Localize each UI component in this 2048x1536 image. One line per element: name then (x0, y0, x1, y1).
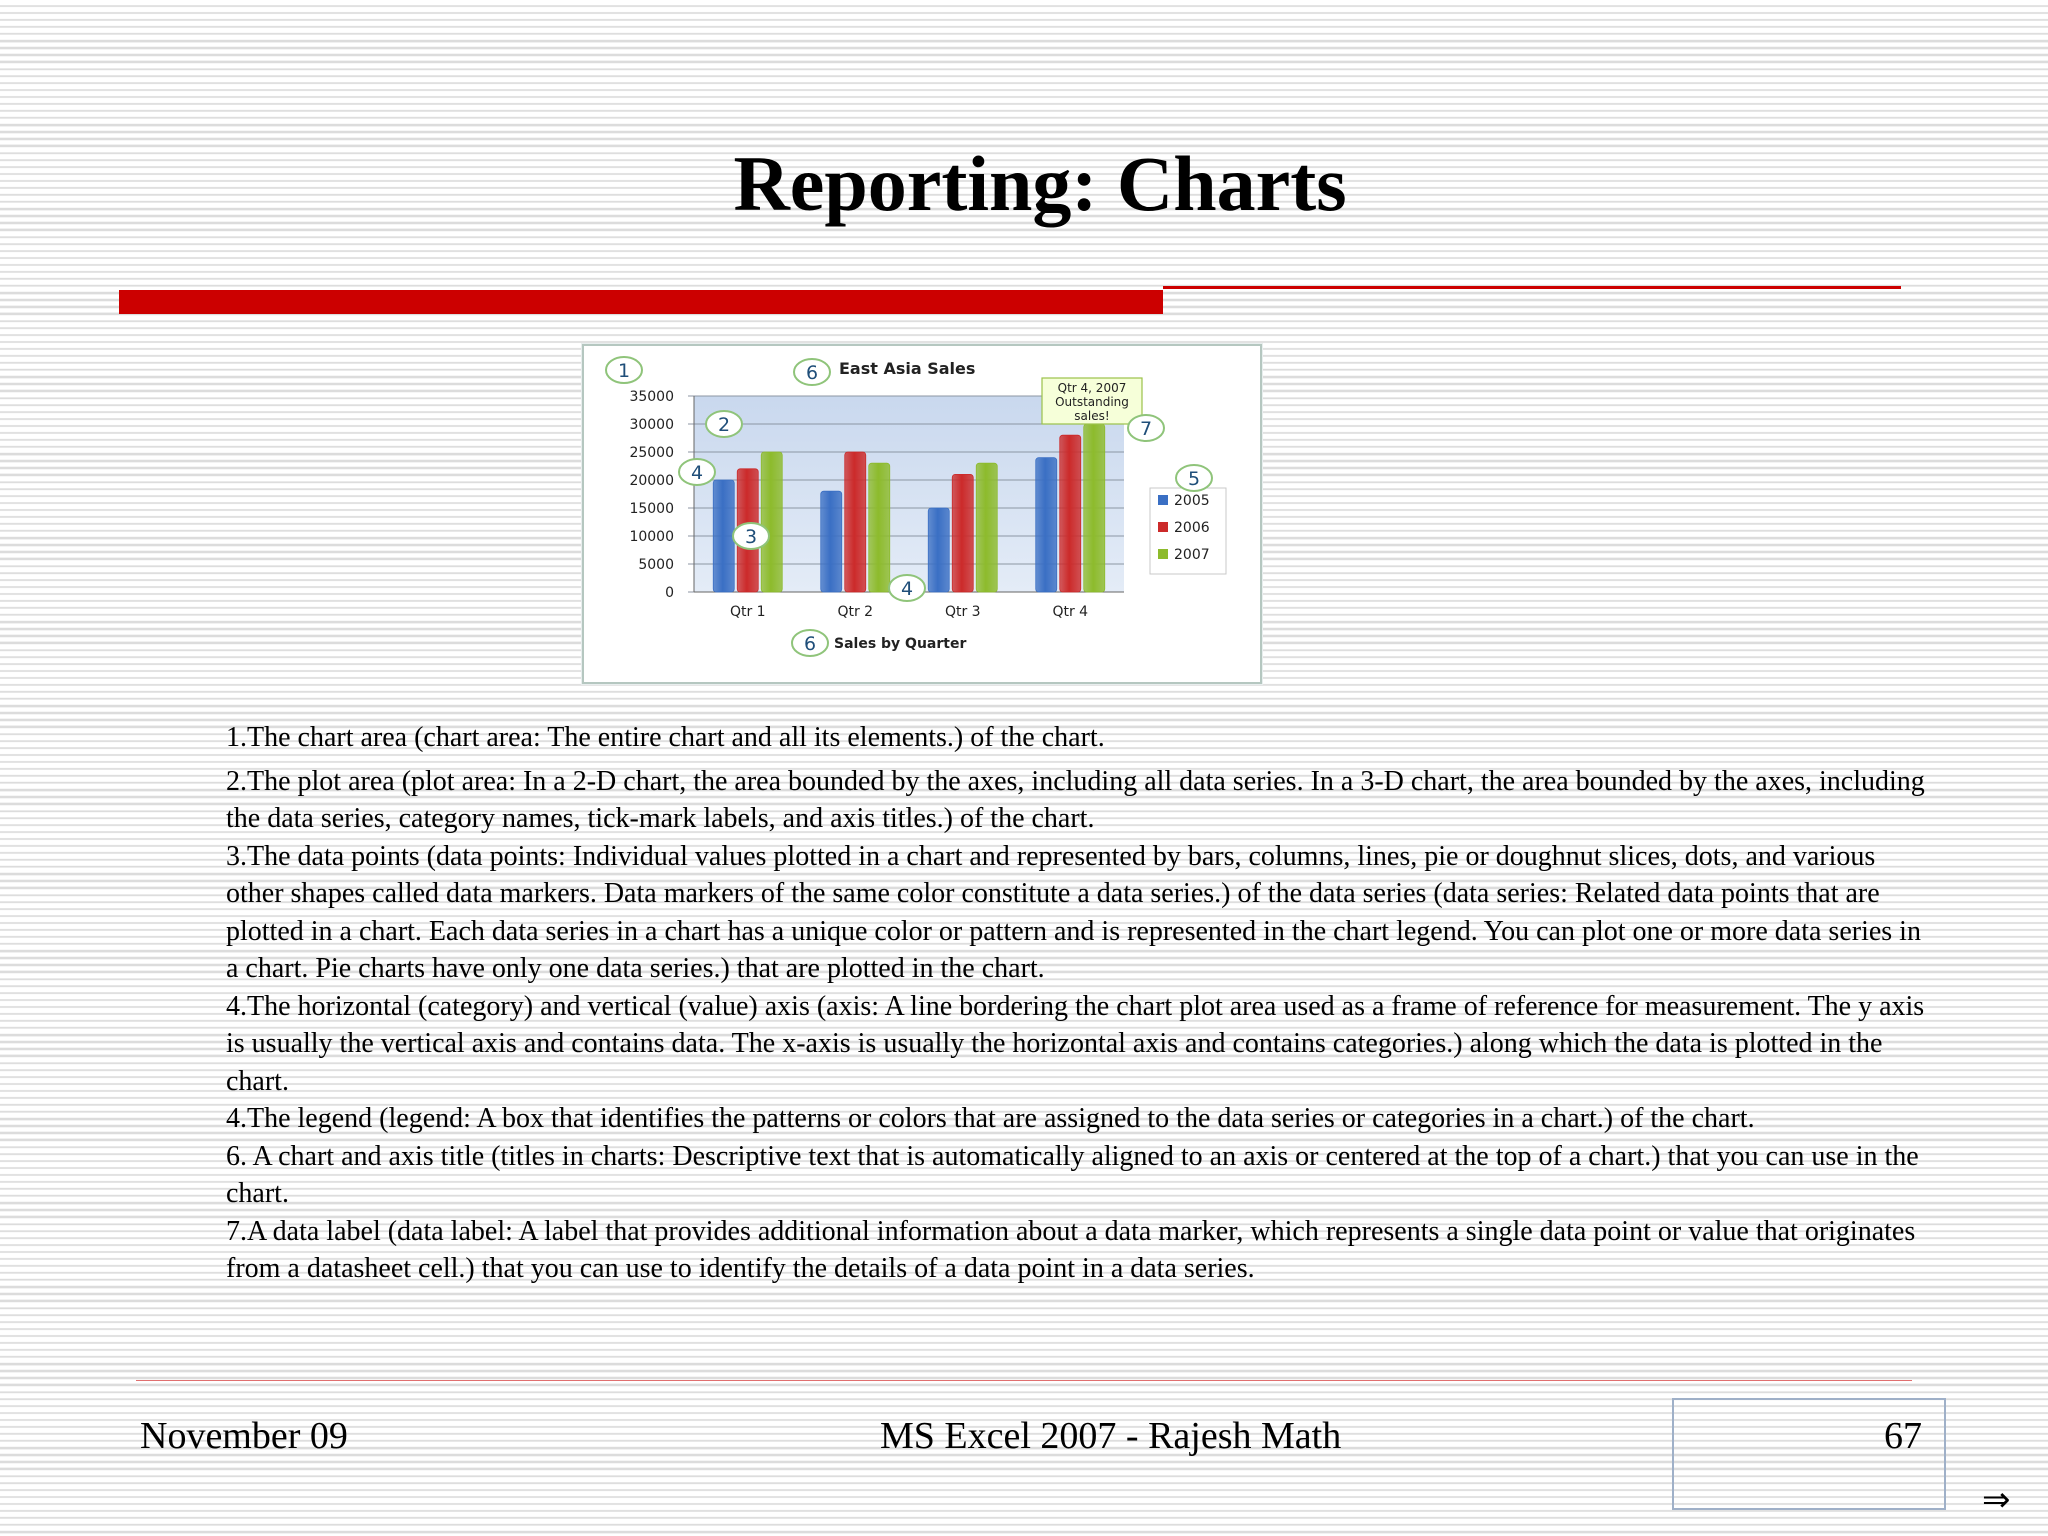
footer-date: November 09 (140, 1415, 348, 1457)
legend-label-2006: 2006 (1174, 520, 1210, 536)
callout-number: 2 (717, 414, 731, 436)
callout-number: 4 (900, 578, 914, 600)
y-tick-label: 10000 (629, 529, 674, 545)
x-tick-label: Qtr 4 (1052, 604, 1089, 620)
bar-2005-qtr-4 (1036, 458, 1057, 592)
y-tick-label: 20000 (629, 473, 674, 489)
x-axis-title: Sales by Quarter (834, 636, 967, 652)
bar-2007-qtr-4 (1084, 424, 1105, 592)
callout-number: 7 (1139, 418, 1153, 440)
bar-2005-qtr-3 (928, 508, 949, 592)
bar-2007-qtr-2 (869, 463, 890, 592)
page-number: 67 (1884, 1415, 1922, 1457)
description (226, 719, 1926, 1288)
x-tick-label: Qtr 2 (837, 604, 874, 620)
chart-title: East Asia Sales (839, 359, 976, 378)
chart-svg (584, 346, 1260, 682)
bar-2005-qtr-1 (713, 480, 734, 592)
y-tick-label: 15000 (629, 501, 674, 517)
y-tick-label: 35000 (629, 389, 674, 405)
bar-2006-qtr-3 (952, 474, 973, 592)
legend-swatch-2006 (1158, 522, 1168, 532)
legend-swatch-2007 (1158, 549, 1168, 559)
description-item-7: 7.A data label (data label: A label that provides additional information about a data marker, which represents a single data point or value that originates from a datasheet cell.) that you can use to identify the details of a data point in a data series. (226, 1215, 1916, 1284)
callout-number: 4 (690, 462, 704, 484)
y-tick-label: 0 (665, 585, 674, 601)
legend-label-2005: 2005 (1174, 493, 1210, 509)
footer-title: MS Excel 2007 - Rajesh Math (880, 1415, 1342, 1457)
description-item-2: 2.The plot area (plot area: In a 2-D chart, the area bounded by the axes, including all data series. In a 3-D chart, the area bounded by the axes, including the data series, category names, tick-mark labels, and axis titles.) of the chart. (226, 765, 1925, 834)
footer-divider (136, 1380, 1912, 1381)
bar-2006-qtr-4 (1060, 435, 1081, 592)
y-tick-label: 25000 (629, 445, 674, 461)
callout-number: 6 (805, 362, 819, 384)
description-item-3: 3.The data points (data points: Individual values plotted in a chart and represented by bars, columns, lines, pie or doughnut slices, dots, and various other shapes called data markers. Data markers of the same color constitute a data series.) of the data series (data series: Related data points that are plotted in a chart. Each data series in a chart has a unique color or pattern and is represented in the chart legend. You can plot one or more data series in a chart. Pie charts have only one data series.) that are plotted in the chart. (226, 840, 1921, 984)
callout-number: 1 (617, 360, 631, 382)
bar-2006-qtr-2 (845, 452, 866, 592)
bar-2007-qtr-3 (976, 463, 997, 592)
data-label-line: Qtr 4, 2007 (1057, 381, 1127, 395)
callout-number: 5 (1187, 468, 1201, 490)
y-tick-label: 30000 (629, 417, 674, 433)
legend-label-2007: 2007 (1174, 547, 1210, 563)
data-label-line: Outstanding (1055, 395, 1129, 409)
description-item-5: 4.The legend (legend: A box that identifies the patterns or colors that are assigned to the data series or categories in a chart.) of the chart. (226, 1103, 1755, 1134)
next-arrow-icon[interactable]: ⇒ (1982, 1480, 2011, 1520)
chart-image (582, 344, 1262, 684)
description-item-1: 1.The chart area (chart area: The entire chart and all its elements.) of the chart. (226, 722, 1105, 753)
slide-title: Reporting: Charts (733, 140, 1347, 227)
y-tick-label: 5000 (638, 557, 674, 573)
bar-2005-qtr-2 (821, 491, 842, 592)
bar-2007-qtr-1 (761, 452, 782, 592)
data-label-line: sales! (1074, 409, 1110, 423)
x-tick-label: Qtr 1 (729, 604, 766, 620)
description-item-4: 4.The horizontal (category) and vertical (value) axis (axis: A line bordering the chart plot area used as a frame of reference for measurement. The y axis is usually the vertical axis and contains data. The x-axis is usually the horizontal axis and contains categories.) along which the data is plotted in the chart. (226, 990, 1925, 1097)
description-item-6: 6. A chart and axis title (titles in charts: Descriptive text that is automatically aligned to an axis or centered at the top of a chart.) that you can use in the chart. (226, 1140, 1919, 1209)
callout-number: 6 (803, 633, 817, 655)
x-tick-label: Qtr 3 (944, 604, 981, 620)
title-underline-thick (119, 290, 1163, 314)
title-underline-thin (1163, 286, 1901, 289)
legend-swatch-2005 (1158, 495, 1168, 505)
callout-number: 3 (744, 526, 758, 548)
